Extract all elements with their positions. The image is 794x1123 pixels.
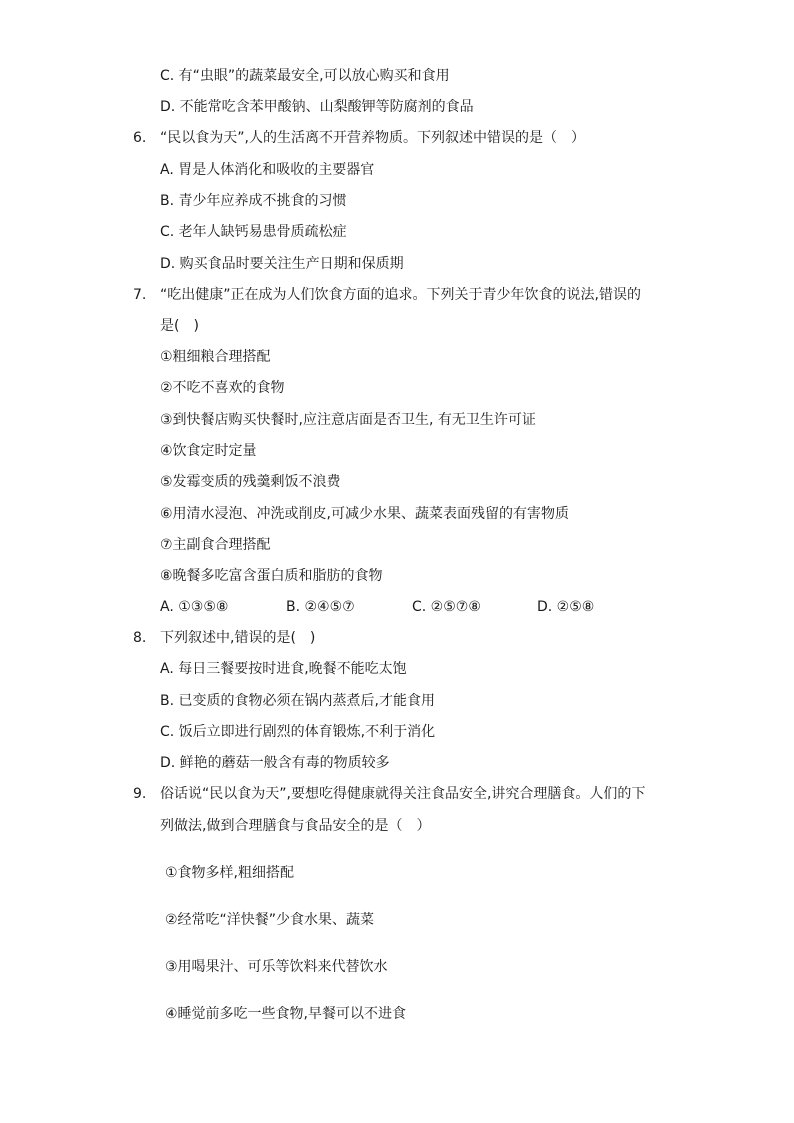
q8-option-b: B. 已变质的食物必须在锅内蒸煮后,才能食用 xyxy=(160,693,435,709)
q7-item-3: ③到快餐店购买快餐时,应注意店面是否卫生, 有无卫生许可证 xyxy=(160,412,536,428)
q7-item-1: ①粗细粮合理搭配 xyxy=(160,349,271,365)
q9-item-4: ④睡觉前多吃一些食物,早餐可以不进食 xyxy=(165,1006,406,1022)
q7-item-7: ⑦主副食合理搭配 xyxy=(160,537,271,553)
q5-option-d: D. 不能常吃含苯甲酸钠、山梨酸钾等防腐剂的食品 xyxy=(160,99,474,115)
q7-item-5: ⑤发霉变质的残羹剩饭不浪费 xyxy=(160,474,341,490)
q9-number: 9. xyxy=(133,786,147,802)
q8-number: 8. xyxy=(133,630,147,646)
q7-choice-a: A. ①③⑤⑧ xyxy=(160,599,229,615)
q7-choice-b: B. ②④⑤⑦ xyxy=(286,599,355,615)
q9-item-1: ①食物多样,粗细搭配 xyxy=(165,865,295,881)
q7-stem-line1: “吃出健康”正在成为人们饮食方面的追求。下列关于青少年饮食的说法,错误的 xyxy=(160,287,641,303)
q7-choice-d: D. ②⑤⑧ xyxy=(537,599,595,615)
q8-option-c: C. 饭后立即进行剧烈的体育锻炼,不利于消化 xyxy=(160,724,436,740)
q7-choice-c: C. ②⑤⑦⑧ xyxy=(412,599,481,615)
q5-option-c: C. 有“虫眼”的蔬菜最安全,可以放心购买和食用 xyxy=(160,68,450,84)
q9-stem-line1: 俗话说“民以食为天”,要想吃得健康就得关注食品安全,讲究合理膳食。人们的下 xyxy=(160,786,646,802)
q6-option-c: C. 老年人缺钙易患骨质疏松症 xyxy=(160,224,347,240)
q6-number: 6. xyxy=(133,130,147,146)
q7-choices-row xyxy=(160,598,660,616)
q6-stem: “民以食为天”,人的生活离不开营养物质。下列叙述中错误的是（ ） xyxy=(160,130,585,146)
q7-number: 7. xyxy=(133,287,147,303)
q8-stem: 下列叙述中,错误的是( ) xyxy=(160,630,316,646)
q7-item-8: ⑧晚餐多吃富含蛋白质和脂肪的食物 xyxy=(160,568,383,584)
q6-option-d: D. 购买食品时要关注生产日期和保质期 xyxy=(160,256,404,272)
q9-item-2: ②经常吃“洋快餐”少食水果、蔬菜 xyxy=(165,912,375,928)
q6-option-b: B. 青少年应养成不挑食的习惯 xyxy=(160,193,347,209)
q9-stem-line2: 列做法,做到合理膳食与食品安全的是（ ） xyxy=(160,818,431,834)
q8-option-a: A. 每日三餐要按时进食,晚餐不能吃太饱 xyxy=(160,661,407,677)
q7-item-6: ⑥用清水浸泡、冲洗或削皮,可减少水果、蔬菜表面残留的有害物质 xyxy=(160,506,569,522)
q9-item-3: ③用喝果汁、可乐等饮料来代替饮水 xyxy=(165,959,388,975)
q7-item-2: ②不吃不喜欢的食物 xyxy=(160,380,285,396)
q7-item-4: ④饮食定时定量 xyxy=(160,443,257,459)
q8-option-d: D. 鲜艳的蘑菇一般含有毒的物质较多 xyxy=(160,755,390,771)
q7-stem-line2: 是( ) xyxy=(160,318,199,334)
q6-option-a: A. 胃是人体消化和吸收的主要器官 xyxy=(160,162,375,178)
